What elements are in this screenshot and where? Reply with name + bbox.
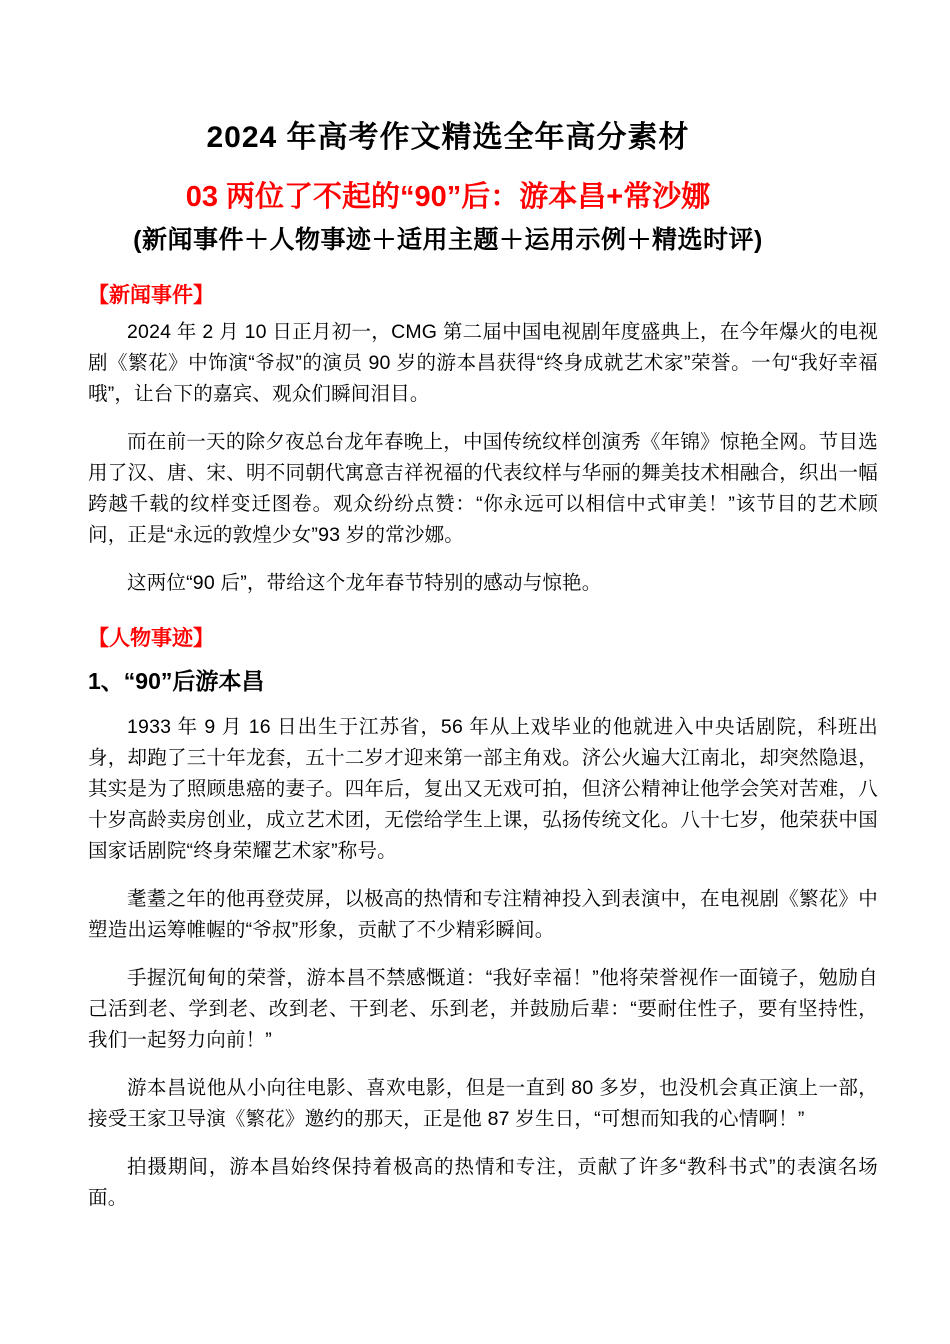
subheading-you-benchang: 1、“90”后游本昌 bbox=[88, 668, 265, 694]
deeds-paragraph-3: 手握沉甸甸的荣誉，游本昌不禁感慨道：“我好幸福！”他将荣誉视作一面镜子，勉励自己活到老、学到老、改到老、干到老、乐到老，并鼓励后辈：“要耐住性子，要有坚持性，我们一起努力向前！” bbox=[88, 967, 878, 1051]
section-header-news-events: 【新闻事件】 bbox=[88, 284, 214, 307]
section-person-deeds bbox=[88, 625, 878, 1214]
document-heading-block bbox=[88, 120, 808, 256]
section-header-person-deeds: 【人物事迹】 bbox=[88, 627, 214, 650]
news-paragraph-1: 2024 年 2 月 10 日正月初一，CMG 第二届中国电视剧年度盛典上，在今年爆火的电视剧《繁花》中饰演“爷叔”的演员 90 岁的游本昌获得“终身成就艺术家”荣誉。一句“我好幸福哦”，让台下的嘉宾、观众们瞬间泪目。 bbox=[88, 321, 878, 405]
document-subtitle: 03 两位了不起的“90”后：游本昌+常沙娜 bbox=[185, 181, 711, 213]
document-title: 2024 年高考作文精选全年高分素材 bbox=[206, 121, 690, 154]
deeds-paragraph-4: 游本昌说他从小向往电影、喜欢电影，但是一直到 80 多岁，也没机会真正演上一部，接受王家卫导演《繁花》邀约的那天，正是他 87 岁生日，“可想而知我的心情啊！” bbox=[88, 1077, 878, 1130]
document-subtitle-note: (新闻事件＋人物事迹＋适用主题＋运用示例＋精选时评) bbox=[133, 226, 763, 254]
section-news-events bbox=[88, 282, 878, 599]
deeds-paragraph-5: 拍摄期间，游本昌始终保持着极高的热情和专注，贡献了许多“教科书式”的表演名场面。 bbox=[88, 1156, 878, 1209]
deeds-paragraph-1: 1933 年 9 月 16 日出生于江苏省，56 年从上戏毕业的他就进入中央话剧院，科班出身，却跑了三十年龙套，五十二岁才迎来第一部主角戏。济公火遍大江南北，却突然隐退，其实是为了照顾患癌的妻子。四年后，复出又无戏可拍，但济公精神让他学会笑对苦难，八十岁高龄卖房创业，成立艺术团，无偿给学生上课，弘扬传统文化。八十七岁，他荣获中国国家话剧院“终身荣耀艺术家”称号。 bbox=[88, 716, 878, 862]
news-paragraph-2: 而在前一天的除夕夜总台龙年春晚上，中国传统纹样创演秀《年锦》惊艳全网。节目选用了汉、唐、宋、明不同朝代寓意吉祥祝福的代表纹样与华丽的舞美技术相融合，织出一幅跨越千载的纹样变迁图卷。观众纷纷点赞：“你永远可以相信中式审美！”该节目的艺术顾问，正是“永远的敦煌少女”93 岁的常沙娜。 bbox=[88, 431, 878, 546]
deeds-paragraph-2: 耄耋之年的他再登荧屏，以极高的热情和专注精神投入到表演中，在电视剧《繁花》中塑造出运筹帷幄的“爷叔”形象，贡献了不少精彩瞬间。 bbox=[88, 888, 878, 941]
news-paragraph-3: 这两位“90 后”，带给这个龙年春节特别的感动与惊艳。 bbox=[127, 572, 602, 594]
